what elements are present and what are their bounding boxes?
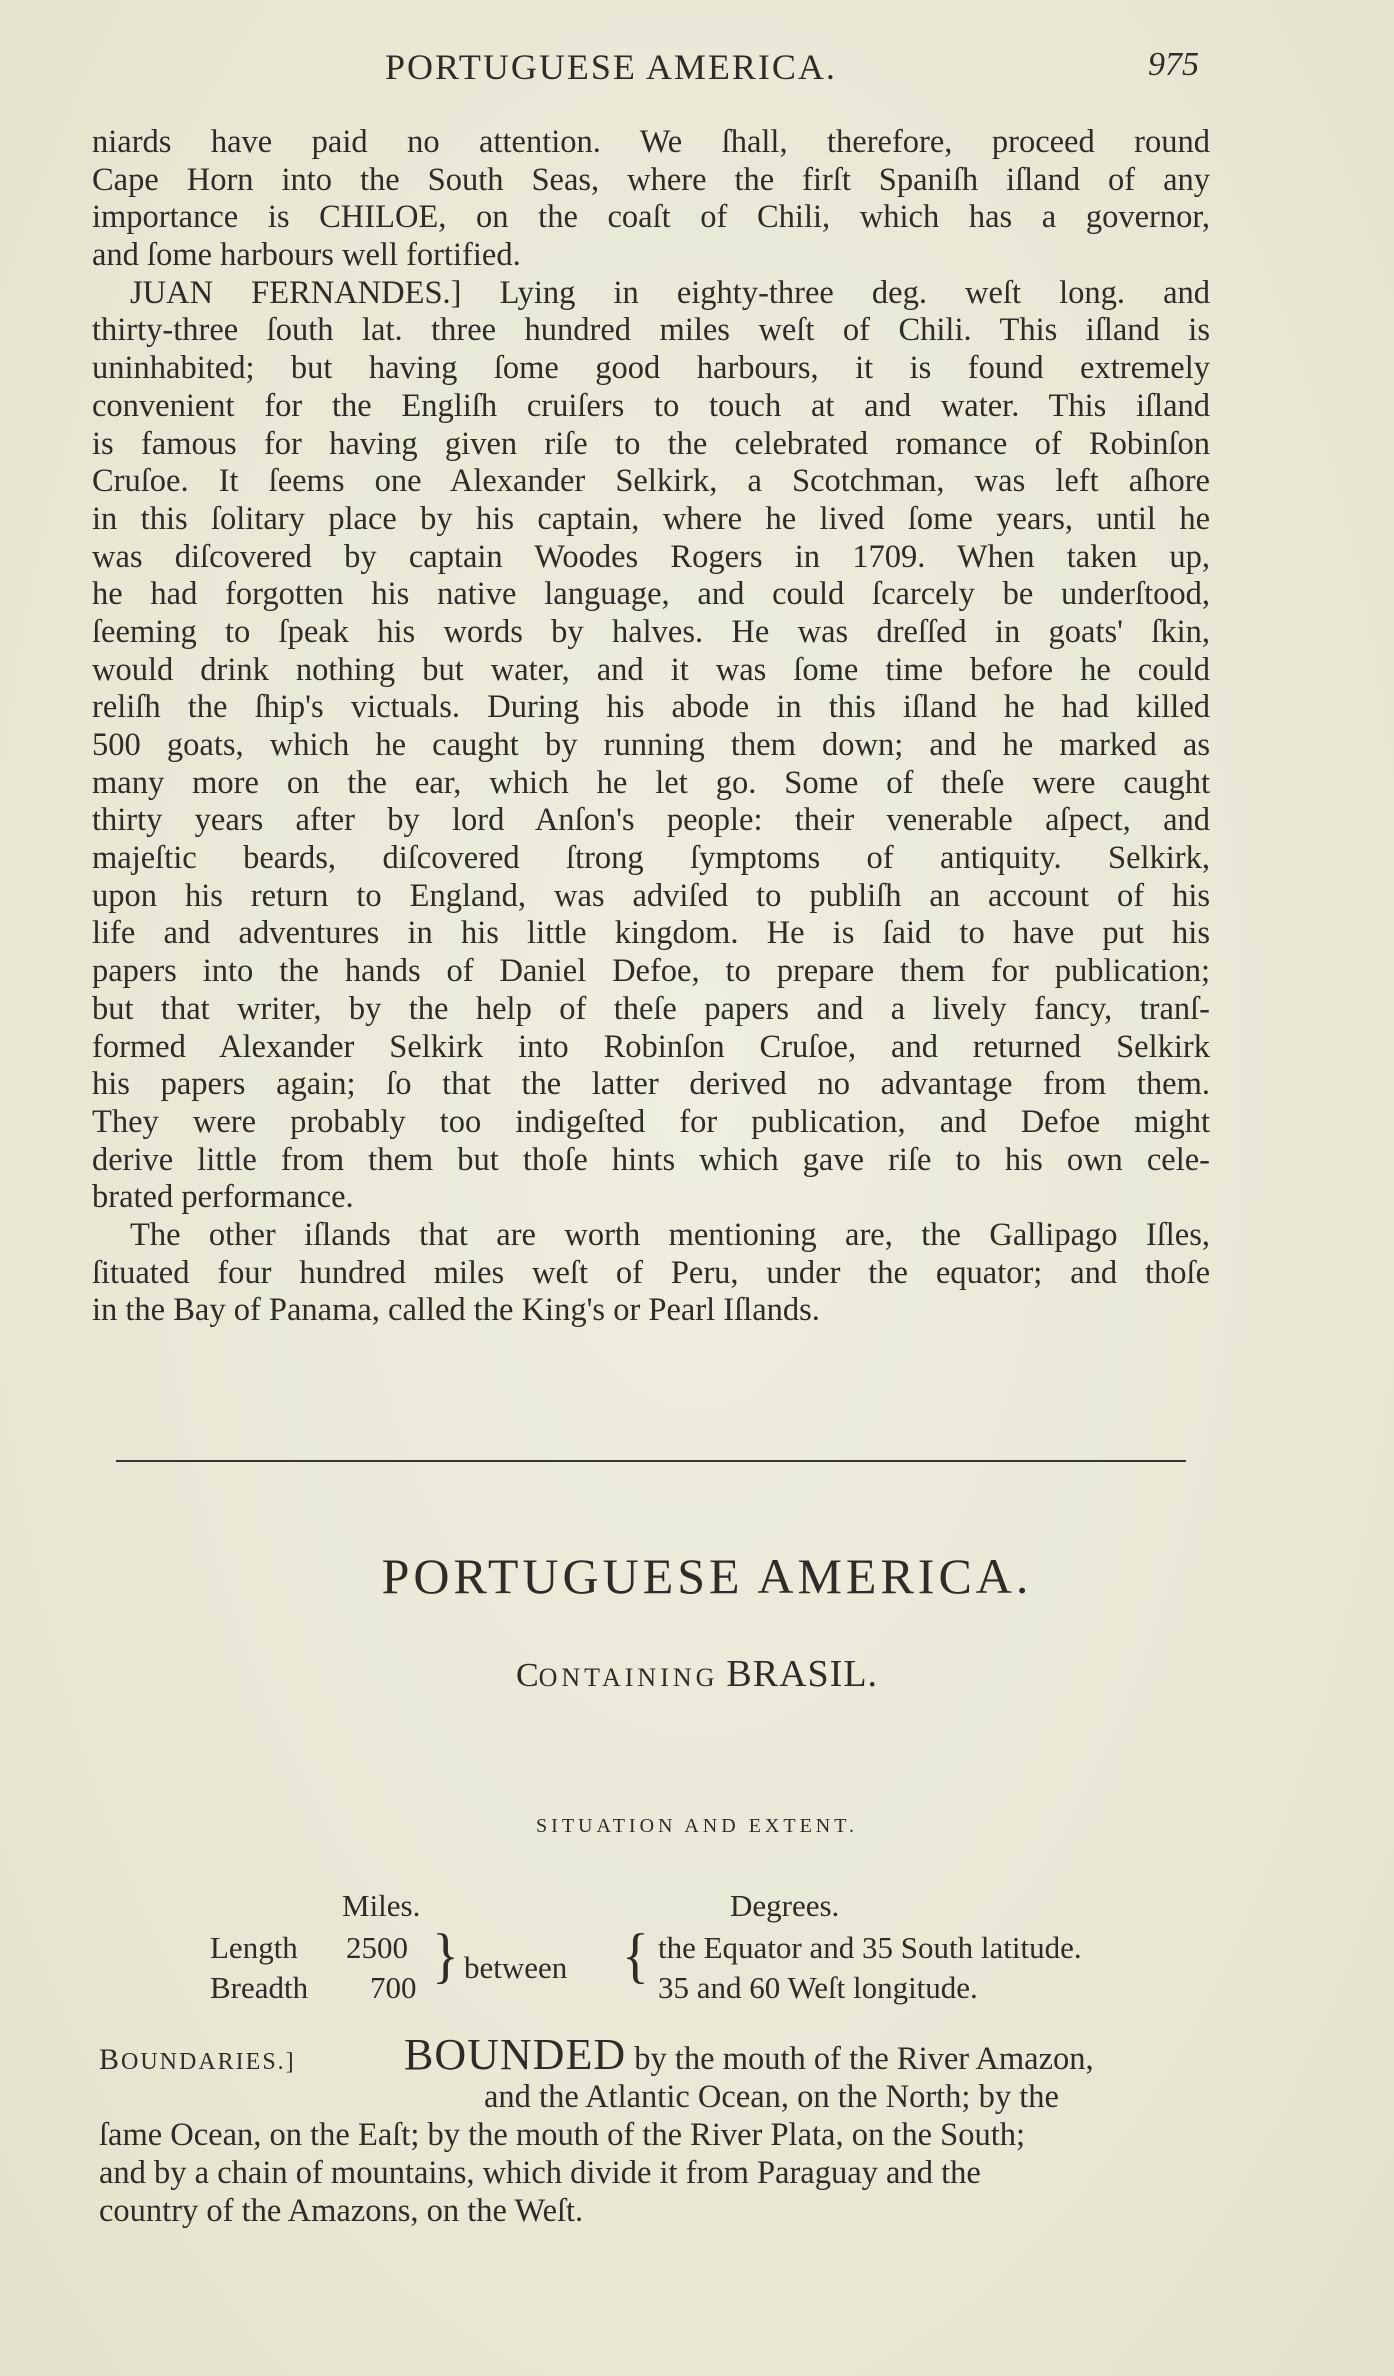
row-degrees-length: the Equator and 35 South latitude. [658, 1930, 1082, 1965]
text-line: and ſome harbours well fortified. [92, 237, 521, 274]
text-line: thirty-three ſouth lat. three hundred miles weſt of Chili. This iſland is [92, 312, 1210, 349]
col-header-degrees: Degrees. [730, 1888, 840, 1923]
subtitle-prefix: ONTAINING [538, 1663, 719, 1692]
text-line: 500 goats, which he caught by running them down; and he marked as [92, 727, 1210, 763]
section-subtitle [0, 1652, 1394, 1696]
text-line: many more on the ear, which he let go. Some of theſe were caught [92, 764, 1210, 801]
boundaries-line: country of the Amazons, on the Weſt. [99, 2193, 584, 2229]
text-line: but that writer, by the help of theſe papers and a lively fancy, tranſ- [92, 990, 1210, 1027]
text-line: in this ſolitary place by his captain, where he lived ſome years, until he [92, 500, 1210, 537]
text-line: uninhabited; but having ſome good harbours, it is found extremely [92, 350, 1210, 387]
between-label: between [464, 1950, 568, 1985]
text-line: Cape Horn into the South Seas, where the firſt Spaniſh iſland of any [92, 161, 1210, 198]
boundaries-line: and the Atlantic Ocean, on the North; by the [484, 2079, 1059, 2115]
boundaries-line [99, 2030, 1211, 2079]
subtitle-main: BRASIL. [726, 1653, 879, 1695]
running-title: PORTUGUESE AMERICA. [385, 47, 837, 87]
text-line: derive little from them but thoſe hints which gave riſe to his own cele- [92, 1141, 1210, 1178]
text-line: majeſtic beards, diſcovered ſtrong ſymptoms of antiquity. Selkirk, [92, 840, 1210, 877]
text-line: importance is CHILOE, on the coaſt of Chili, which has a governor, [92, 199, 1210, 236]
boundaries-lead [404, 2030, 1094, 2079]
running-head [0, 46, 1394, 96]
boundaries-line: and by a chain of mountains, which divide it from Paraguay and the [99, 2155, 981, 2191]
boundaries-lead-word: BOUNDED [404, 2030, 627, 2079]
text-line: was diſcovered by captain Woodes Rogers in 1709. When taken up, [92, 538, 1210, 575]
subheading-situation: SITUATION AND EXTENT. [536, 1815, 858, 1837]
extent-table [210, 1888, 1210, 2028]
boundaries-text: by the mouth of the River Amazon, [634, 2041, 1094, 2077]
text-line: They were probably too indigeſted for publication, and Defoe might [92, 1103, 1210, 1140]
boundaries-label-initial: B [99, 2043, 122, 2076]
text-line: he had forgotten his native language, and could ſcarcely be underſtood, [92, 576, 1210, 613]
text-line: Cruſoe. It ſeems one Alexander Selkirk, a Scotchman, was left aſhore [92, 463, 1210, 500]
row-label-breadth: Breadth [210, 1970, 309, 2005]
subtitle-initial: C [515, 1657, 539, 1694]
body-text [92, 124, 1210, 1330]
text-line: would drink nothing but water, and it was ſome time before he could [92, 651, 1210, 688]
text-line: niards have paid no attention. We ſhall, therefore, proceed round [92, 124, 1210, 160]
row-miles-breadth: 700 [370, 1970, 417, 2005]
section-title: PORTUGUESE AMERICA. [381, 1548, 1033, 1604]
text-line: life and adventures in his little kingdom. He is ſaid to have put his [92, 915, 1210, 952]
text-line: upon his return to England, was adviſed to publiſh an account of his [92, 877, 1210, 914]
right-brace: } [432, 1921, 459, 1991]
text-line: is famous for having given riſe to the celebrated romance of Robinſon [92, 425, 1210, 462]
row-degrees-breadth: 35 and 60 Weſt longitude. [658, 1970, 978, 2005]
section-divider-rule [116, 1460, 1186, 1462]
text-line: formed Alexander Selkirk into Robinſon Cruſoe, and returned Selkirk [92, 1028, 1210, 1065]
text-line: reliſh the ſhip's victuals. During his abode in this iſland he had killed [92, 689, 1210, 726]
text-line: in the Bay of Panama, called the King's or Pearl Iſlands. [92, 1292, 820, 1329]
left-brace: { [622, 1921, 649, 1991]
page-number: 975 [1148, 46, 1199, 83]
text-line: brated performance. [92, 1179, 354, 1216]
boundaries-line: ſame Ocean, on the Eaſt; by the mouth of the River Plata, on the South; [99, 2117, 1026, 2153]
text-line: ſituated four hundred miles weſt of Peru, under the equator; and thoſe [92, 1254, 1210, 1291]
text-line: thirty years after by lord Anſon's people: their venerable aſpect, and [92, 802, 1210, 839]
text-line: convenient for the Engliſh cruiſers to touch at and water. This iſland [92, 387, 1210, 424]
text-line: The other iſlands that are worth mentioning are, the Gallipago Iſles, [130, 1216, 1210, 1253]
text-line: his papers again; ſo that the latter derived no advantage from them. [92, 1066, 1210, 1103]
row-label-length: Length [210, 1930, 298, 1965]
boundaries-label [99, 2043, 296, 2076]
text-line: JUAN FERNANDES.] Lying in eighty-three deg. weſt long. and [130, 274, 1210, 311]
text-line: ſeeming to ſpeak his words by halves. He was dreſſed in goats' ſkin, [92, 613, 1210, 650]
boundaries-paragraph [99, 2030, 1211, 2230]
boundaries-label-rest: OUNDARIES.] [121, 2049, 296, 2075]
text-line: papers into the hands of Daniel Defoe, to prepare them for publication; [92, 953, 1210, 990]
row-miles-length: 2500 [346, 1930, 408, 1965]
col-header-miles: Miles. [342, 1888, 421, 1923]
